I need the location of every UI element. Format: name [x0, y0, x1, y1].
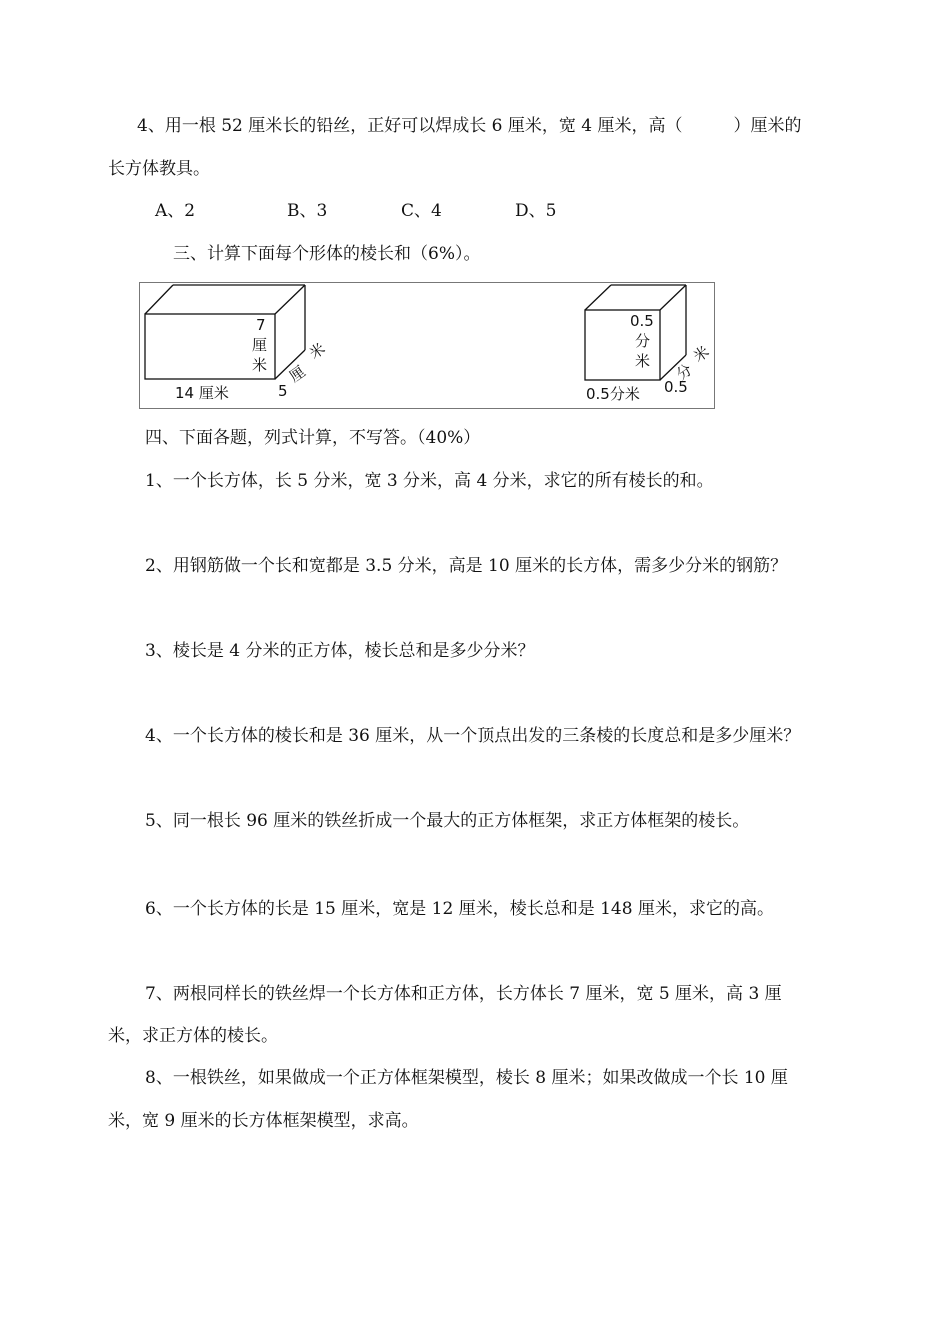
section3-title: 三、计算下面每个形体的棱长和（6%）。	[173, 244, 481, 264]
section4-title: 四、下面各题，列式计算，不写答。（40%）	[145, 428, 481, 448]
q4-choice-line2: 长方体教具。	[108, 159, 210, 179]
cuboid-width-unit-2: 厘	[285, 362, 309, 386]
cuboid-length-label: 14 厘米	[175, 384, 229, 402]
section4-q8-line1: 8、一根铁丝，如果做成一个正方体框架模型，棱长 8 厘米；如果改做成一个长 10 厘	[145, 1068, 788, 1088]
option-a: A、2	[155, 201, 196, 221]
cube-width-unit-1: 米	[689, 342, 713, 366]
q4-choice-line1: 4、用一根 52 厘米长的铅丝，正好可以焊成长 6 厘米，宽 4 厘米，高（ ）厘米的	[137, 116, 802, 136]
cube-height-label-3: 米	[635, 352, 651, 370]
option-b: B、3	[287, 201, 328, 221]
section4-q2: 2、用钢筋做一个长和宽都是 3.5 分米，高是 10 厘米的长方体，需多少分米的钢筋？	[145, 556, 788, 576]
section4-q5: 5、同一根长 96 厘米的铁丝折成一个最大的正方体框架，求正方体框架的棱长。	[145, 811, 750, 831]
section4-q7-line2: 米，求正方体的棱长。	[108, 1026, 278, 1046]
section4-q1: 1、一个长方体，长 5 分米，宽 3 分米，高 4 分米，求它的所有棱长的和。	[145, 471, 714, 491]
section4-q8-line2: 米，宽 9 厘米的长方体框架模型，求高。	[108, 1111, 419, 1131]
cuboid-height-label-1: 7	[256, 316, 266, 334]
section4-q7-line1: 7、两根同样长的铁丝焊一个长方体和正方体，长方体长 7 厘米，宽 5 厘米，高 3 厘	[145, 984, 782, 1004]
cuboid-height-label-3: 米	[252, 356, 268, 374]
section4-q3: 3、棱长是 4 分米的正方体，棱长总和是多少分米？	[145, 641, 535, 661]
cube-width-number: 0.5	[664, 378, 688, 396]
option-d: D、5	[515, 201, 557, 221]
section4-q4: 4、一个长方体的棱长和是 36 厘米，从一个顶点出发的三条棱的长度总和是多少厘米？	[145, 726, 801, 746]
cuboid-width-number: 5	[278, 382, 288, 400]
figure-box	[139, 282, 715, 409]
cube-width-unit-2: 分	[672, 360, 696, 384]
cube-height-label-1: 0.5	[630, 312, 654, 330]
cuboid-width-unit-1: 米	[305, 339, 329, 363]
cuboid-height-label-2: 厘	[252, 336, 268, 354]
option-c: C、4	[401, 201, 442, 221]
section4-q6: 6、一个长方体的长是 15 厘米，宽是 12 厘米，棱长总和是 148 厘米，求它的高。	[145, 899, 774, 919]
cube-height-label-2: 分	[635, 332, 651, 350]
cube-length-label: 0.5分米	[586, 385, 640, 403]
